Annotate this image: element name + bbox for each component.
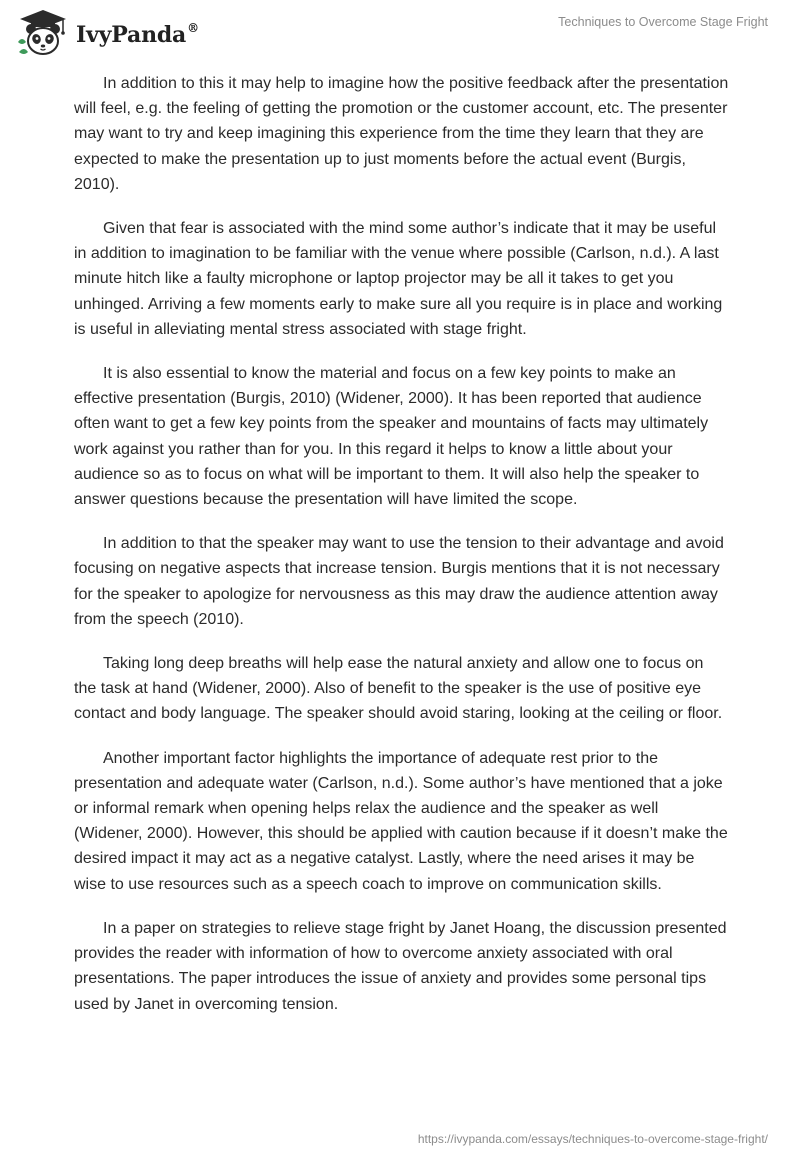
- paragraph: In addition to that the speaker may want to use the tension to their advantage and avoid focusing on negative aspects that increase tension. Burgis mentions that it is not necessary for the speaker to apologize for nervousness as this may draw the audience attention away from the speech (2010).: [74, 535, 724, 628]
- brand-name: IvyPanda®: [76, 20, 199, 48]
- document-title: Techniques to Overcome Stage Fright: [558, 15, 768, 29]
- paragraph: It is also essential to know the material and focus on a few key points to make an effective presentation (Burgis, 2010) (Widener, 2000). It has been reported that audience often want to get a few key points from the speaker and mountains of facts may ultimately work against you rather than for you. In this regard it helps to know a little about your audience so as to focus on what will be important to them. It will also help the speaker to answer questions because the presentation will have limited the scope.: [74, 365, 709, 509]
- ivypanda-logo[interactable]: [14, 8, 199, 58]
- registered-mark: ®: [187, 20, 199, 35]
- paragraph: Another important factor highlights the importance of adequate rest prior to the presentation and adequate water (Carlson, n.d.). Some author’s have mentioned that a joke or informal remark when opening helps relax the audience and the speaker as well (Widener, 2000). However, this should be applied with caution because if it doesn’t make the desired impact it may act as a negative catalyst. Lastly, where the need arises it may be wise to use resources such as a speech coach to improve on communication skills.: [74, 749, 728, 893]
- paragraph: Taking long deep breaths will help ease the natural anxiety and allow one to focus on the task at hand (Widener, 2000). Also of benefit to the speaker is the use of positive eye contact and body language. The speaker should avoid staring, looking at the ceiling or floor.: [74, 655, 723, 723]
- paragraph: In a paper on strategies to relieve stage fright by Janet Hoang, the discussion presented provides the reader with information of how to overcome anxiety associated with oral presentations. The paper introduces the issue of anxiety and provides some personal tips used by Janet in overcoming tension.: [74, 919, 727, 1013]
- page-header: [0, 0, 800, 60]
- paragraph: Given that fear is associated with the mind some author’s indicate that it may be useful in addition to imagination to be familiar with the venue where possible (Carlson, n.d.). A last minute hitch like a faulty microphone or laptop projector may be all it takes to get you unhinged. Arriving a few moments early to make sure all you require is in place and working is useful in alleviating mental stress associated with stage fright.: [74, 220, 723, 338]
- panda-graduate-icon: [14, 8, 72, 58]
- paragraph: In addition to this it may help to imagine how the positive feedback after the presentation will feel, e.g. the feeling of getting the promotion or the customer account, etc. The presenter may want to try and keep imagining this experience from the time they learn that they are expected to make the presentation up to just moments before the actual event (Burgis, 2010).: [74, 75, 729, 193]
- essay-body: [74, 71, 730, 1036]
- source-url[interactable]: https://ivypanda.com/essays/techniques-to-overcome-stage-fright/: [417, 1132, 768, 1146]
